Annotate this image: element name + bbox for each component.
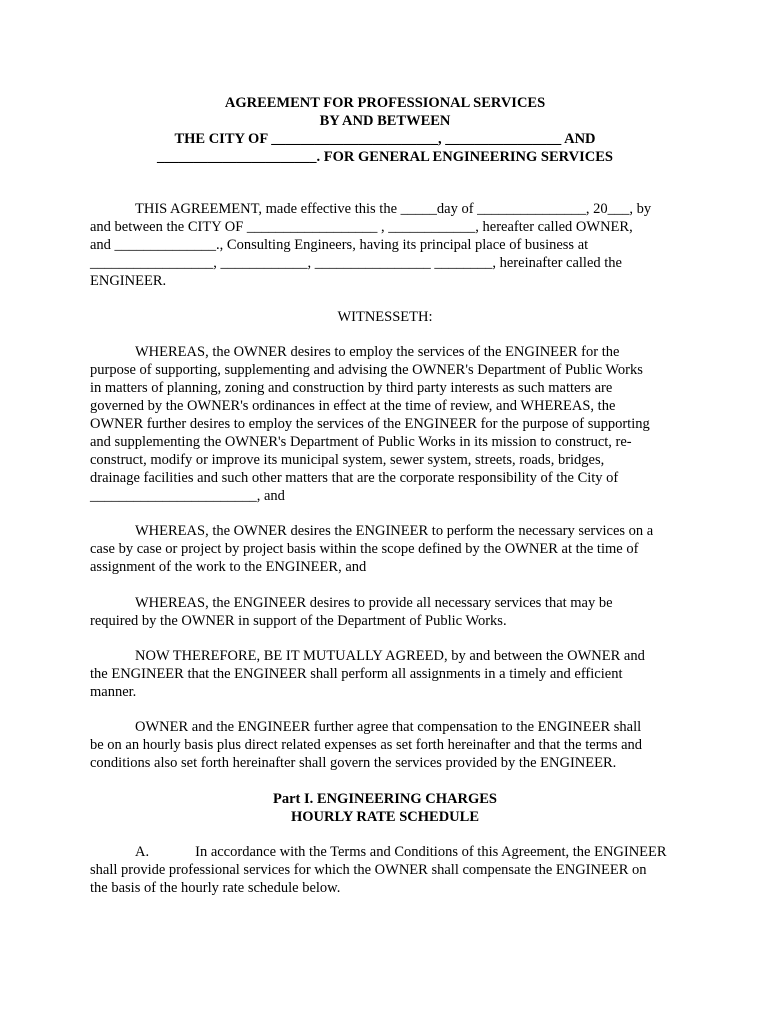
compensation-line-3: conditions also set forth hereinafter shall govern the services provided by the ENGINEER.	[90, 755, 617, 771]
intro-line-2: and between the CITY OF __________________ , ____________, hereafter called OWNER,	[90, 219, 633, 235]
now-therefore-line-3: manner.	[90, 684, 137, 700]
whereas1-line-8: drainage facilities and such other matters that are the corporate responsibility of the City of	[90, 470, 619, 486]
whereas1-line-9: _______________________, and	[90, 488, 285, 504]
section-a-line-1-text: In accordance with the Terms and Conditions of this Agreement, the ENGINEER	[195, 844, 667, 860]
compensation-line-1: OWNER and the ENGINEER further agree that compensation to the ENGINEER shall	[135, 719, 642, 735]
whereas3-line-1: WHEREAS, the ENGINEER desires to provide all necessary services that may be	[135, 595, 613, 611]
section-a-line-2: shall provide professional services for which the OWNER shall compensate the ENGINEER on	[90, 862, 647, 878]
section-a-line-3: the basis of the hourly rate schedule below.	[90, 880, 341, 896]
whereas-paragraph-2	[90, 522, 680, 576]
whereas1-line-3: in matters of planning, zoning and construction by third party interests as such matters are	[90, 380, 613, 396]
now-therefore-line-2: the ENGINEER that the ENGINEER shall perform all assignments in a timely and efficient	[90, 666, 623, 682]
part-1-heading-line-1: Part I. ENGINEERING CHARGES	[273, 791, 497, 807]
intro-line-5: ENGINEER.	[90, 273, 167, 289]
title-line-2: BY AND BETWEEN	[319, 113, 451, 129]
whereas1-line-7: construct, modify or improve its municipal system, sewer system, streets, roads, bridges,	[90, 452, 605, 468]
intro-line-4: _________________, ____________, ________________ ________, hereinafter called the	[90, 255, 622, 271]
title-line-4: ______________________. FOR GENERAL ENGINEERING SERVICES	[157, 149, 613, 165]
whereas3-line-2: required by the OWNER in support of the Department of Public Works.	[90, 613, 507, 629]
whereas-paragraph-3	[90, 594, 680, 630]
whereas-paragraph-1	[90, 343, 680, 505]
section-a-line-1	[90, 843, 680, 861]
whereas2-line-1: WHEREAS, the OWNER desires the ENGINEER to perform the necessary services on a	[135, 523, 654, 539]
now-therefore-paragraph	[90, 647, 680, 701]
whereas1-line-5: OWNER further desires to employ the services of the ENGINEER for the purpose of supporting	[90, 416, 650, 432]
intro-line-1: THIS AGREEMENT, made effective this the _____day of _______________, 20___, by	[135, 201, 652, 217]
intro-paragraph	[90, 200, 680, 290]
compensation-paragraph	[90, 718, 680, 772]
part-1-heading-line-2: HOURLY RATE SCHEDULE	[290, 809, 479, 825]
title-line-1: AGREEMENT FOR PROFESSIONAL SERVICES	[224, 95, 546, 111]
whereas2-line-3: assignment of the work to the ENGINEER, and	[90, 559, 367, 575]
now-therefore-line-1: NOW THEREFORE, BE IT MUTUALLY AGREED, by and between the OWNER and	[135, 648, 645, 664]
part-1-heading	[90, 790, 680, 826]
compensation-line-2: be on an hourly basis plus direct related expenses as set forth hereinafter and that the terms and	[90, 737, 643, 753]
whereas1-line-4: governed by the OWNER's ordinances in effect at the time of review, and WHEREAS, the	[90, 398, 616, 414]
title-line-3: THE CITY OF _______________________, ________________ AND	[174, 131, 596, 147]
witnesseth-heading	[90, 308, 680, 326]
whereas1-line-2: purpose of supporting, supplementing and advising the OWNER's Department of Public Works	[90, 362, 643, 378]
witnesseth-text: WITNESSETH:	[337, 309, 433, 325]
whereas1-line-6: and supplementing the OWNER's Department of Public Works in its mission to construct, re-	[90, 434, 632, 450]
whereas2-line-2: case by case or project by project basis within the scope defined by the OWNER at the time of	[90, 541, 639, 557]
intro-line-3: and ______________., Consulting Engineers, having its principal place of business at	[90, 237, 589, 253]
section-a-label: A.	[135, 844, 150, 860]
agreement-title	[90, 94, 680, 166]
section-a-paragraph	[90, 843, 680, 897]
whereas1-line-1: WHEREAS, the OWNER desires to employ the services of the ENGINEER for the	[135, 344, 620, 360]
